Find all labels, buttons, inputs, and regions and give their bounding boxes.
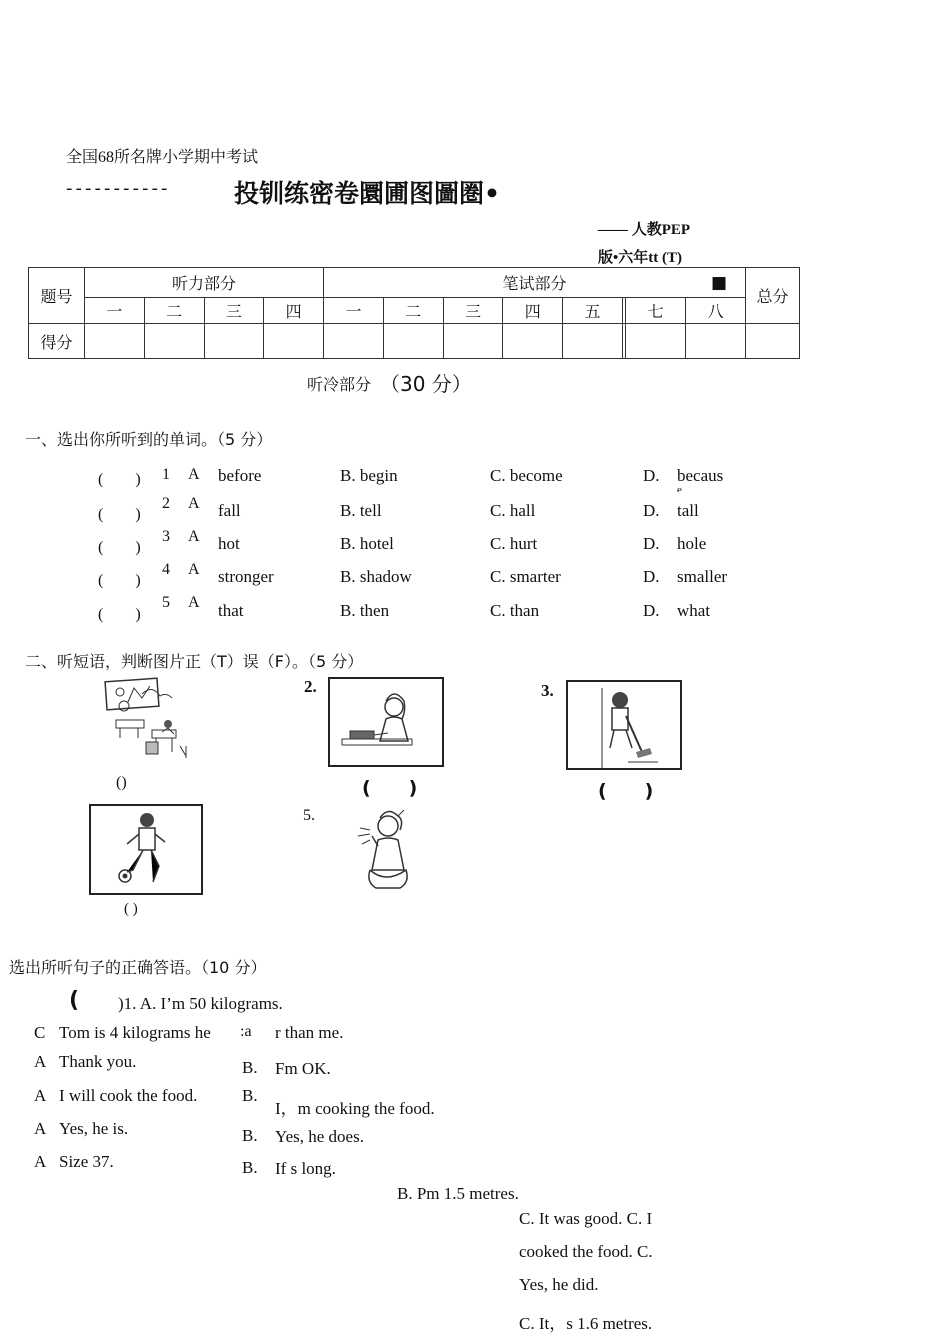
page-title: 投钏练密卷圜圃图圖圏• bbox=[234, 179, 500, 208]
c-line-2: cooked the food. C. bbox=[519, 1242, 653, 1261]
option-c: C. than bbox=[490, 601, 540, 620]
option-a-letter: A bbox=[188, 561, 200, 578]
option-a-letter: A bbox=[188, 466, 200, 483]
score-cell[interactable] bbox=[503, 324, 563, 359]
girl-coughing-picture bbox=[352, 806, 422, 896]
item-number: 4 bbox=[162, 561, 170, 578]
option-a: that bbox=[218, 601, 244, 620]
option-c: C. smarter bbox=[490, 567, 561, 586]
answer-paren[interactable]: ( ) bbox=[98, 539, 141, 556]
option-d: hole bbox=[677, 534, 707, 553]
option-b-letter: B. bbox=[242, 1086, 258, 1105]
writing-col-1: 一 bbox=[324, 298, 384, 324]
option-b-letter: B. bbox=[242, 1158, 258, 1177]
option-a: stronger bbox=[218, 567, 274, 586]
row-label-question-number: 题号 bbox=[29, 268, 85, 324]
writing-group-header bbox=[324, 268, 746, 298]
item-number: 3 bbox=[162, 528, 170, 545]
picture-number-3: 3. bbox=[541, 681, 554, 700]
option-c: C. hall bbox=[490, 501, 536, 520]
score-cell[interactable] bbox=[324, 324, 384, 359]
option-d-letter: D. bbox=[643, 567, 660, 586]
option-d-letter: D. bbox=[643, 534, 660, 553]
writing-col-3: 三 bbox=[443, 298, 503, 324]
writing-col-7: 七 bbox=[626, 298, 686, 324]
total-header: 总分 bbox=[746, 268, 800, 324]
answer-paren[interactable]: ( ) bbox=[98, 471, 141, 488]
boy-sweeping-picture bbox=[566, 680, 684, 772]
option-a-letter: A bbox=[188, 594, 200, 611]
score-cell[interactable] bbox=[563, 324, 623, 359]
option-b: B. hotel bbox=[340, 534, 394, 553]
listening-col-4: 四 bbox=[264, 298, 324, 324]
listening-col-1: 一 bbox=[85, 298, 145, 324]
option-a-letter: A bbox=[34, 1052, 47, 1071]
option-a: Thank you. bbox=[59, 1052, 137, 1071]
option-a-letter: A bbox=[188, 528, 200, 545]
row-c-text: Tom is 4 kilograms he bbox=[59, 1023, 211, 1042]
item-number: 5 bbox=[162, 594, 170, 611]
q1-option-a: )1. A. I’m 50 kilograms. bbox=[118, 994, 283, 1013]
writing-col-8: 八 bbox=[686, 298, 746, 324]
score-cell[interactable] bbox=[383, 324, 443, 359]
answer-paren[interactable]: ( ) bbox=[98, 606, 141, 623]
option-b: B. then bbox=[340, 601, 390, 620]
exam-series-line: 全国68所名牌小学期中考试 bbox=[66, 149, 259, 166]
option-a-letter: A bbox=[34, 1086, 47, 1105]
option-d: smaller bbox=[677, 567, 728, 586]
answer-paren-4[interactable]: ( ) bbox=[124, 901, 138, 917]
writing-group-label: 笔试部分 bbox=[502, 274, 567, 293]
option-d-letter: D. bbox=[643, 601, 660, 620]
score-cell[interactable] bbox=[626, 324, 686, 359]
score-table bbox=[28, 267, 800, 359]
score-cell[interactable] bbox=[686, 324, 746, 359]
option-b: Yes, he does. bbox=[275, 1127, 364, 1146]
score-cell[interactable] bbox=[264, 324, 324, 359]
option-b: B. begin bbox=[340, 466, 398, 485]
listening-section-score: （30 分） bbox=[380, 372, 472, 396]
option-d-overflow: e bbox=[677, 484, 682, 492]
option-a: Size 37. bbox=[59, 1152, 114, 1171]
option-c: C. hurt bbox=[490, 534, 538, 553]
option-a: Yes, he is. bbox=[59, 1119, 129, 1138]
listening-col-2: 二 bbox=[144, 298, 204, 324]
c-line-1: C. It was good. C. I bbox=[519, 1209, 653, 1228]
option-d-letter: D. bbox=[643, 466, 660, 485]
row-c-letter: C bbox=[34, 1023, 46, 1042]
listening-col-3: 三 bbox=[204, 298, 264, 324]
girl-reading-picture bbox=[328, 677, 444, 767]
option-a-letter: A bbox=[34, 1152, 47, 1171]
option-b: I，m cooking the food. bbox=[275, 1099, 435, 1118]
option-b: B. shadow bbox=[340, 567, 412, 586]
listening-section-title: 听冷部分 bbox=[307, 375, 372, 394]
item-number: 2 bbox=[162, 495, 170, 512]
picture-number-5: 5. bbox=[303, 807, 315, 824]
answer-paren-2[interactable]: ( ) bbox=[362, 777, 418, 799]
part2-title: 二、听短语，判断图片正（T）误（F）。（5 分） bbox=[25, 652, 364, 671]
row-c-end: r than me. bbox=[275, 1023, 344, 1042]
writing-col-4: 四 bbox=[503, 298, 563, 324]
classroom-picture bbox=[102, 676, 194, 762]
answer-paren-1[interactable]: () bbox=[116, 774, 127, 791]
c-line-4: C. It，s 1.6 metres. bbox=[519, 1314, 653, 1333]
score-cell[interactable] bbox=[85, 324, 145, 359]
c-line-3: Yes, he did. bbox=[519, 1275, 599, 1294]
item-number: 1 bbox=[162, 466, 170, 483]
option-c: C. become bbox=[490, 466, 563, 485]
answer-paren[interactable]: ( ) bbox=[98, 572, 141, 589]
option-d: what bbox=[677, 601, 711, 620]
edition-line-b: 版•六年tt (T) bbox=[598, 250, 682, 266]
option-a-letter: A bbox=[34, 1119, 47, 1138]
option-d-letter: D. bbox=[643, 501, 660, 520]
option-a: I will cook the food. bbox=[59, 1086, 198, 1105]
option-b: Fm OK. bbox=[275, 1059, 331, 1078]
option-b: If s long. bbox=[275, 1159, 336, 1178]
row-label-score: 得分 bbox=[29, 324, 85, 359]
extra-option-b: B. Pm 1.5 metres. bbox=[397, 1184, 519, 1203]
answer-paren[interactable]: ( ) bbox=[98, 506, 141, 523]
picture-number-2: 2. bbox=[304, 677, 317, 696]
option-a-letter: A bbox=[188, 495, 200, 512]
title-dashes: ----------- bbox=[66, 178, 171, 199]
answer-paren-3[interactable]: ( ) bbox=[598, 780, 654, 802]
option-b-letter: B. bbox=[242, 1126, 258, 1145]
option-d: tall bbox=[677, 501, 699, 520]
option-b: B. tell bbox=[340, 501, 382, 520]
q1-open-paren[interactable]: ( bbox=[69, 988, 80, 1013]
option-d: becaus bbox=[677, 466, 724, 485]
score-cell[interactable] bbox=[443, 324, 503, 359]
writing-col-5: 五 bbox=[563, 298, 623, 324]
part3-title: 选出所听句子的正确答语。（10 分） bbox=[9, 958, 267, 977]
black-square: ■ bbox=[710, 273, 727, 293]
option-a: hot bbox=[218, 534, 240, 553]
edition-line-a: —— 人教PEP bbox=[598, 222, 691, 238]
boy-football-picture bbox=[89, 804, 205, 898]
score-cell[interactable] bbox=[746, 324, 800, 359]
score-cell[interactable] bbox=[204, 324, 264, 359]
row-c-mid: :a bbox=[240, 1023, 252, 1040]
writing-col-2: 二 bbox=[383, 298, 443, 324]
option-a: fall bbox=[218, 501, 241, 520]
part1-title: 一、选出你所听到的单词。（5 分） bbox=[25, 430, 273, 449]
score-cell[interactable] bbox=[144, 324, 204, 359]
option-a: before bbox=[218, 466, 262, 485]
option-b-letter: B. bbox=[242, 1058, 258, 1077]
listening-group-header: 听力部分 bbox=[85, 268, 324, 298]
